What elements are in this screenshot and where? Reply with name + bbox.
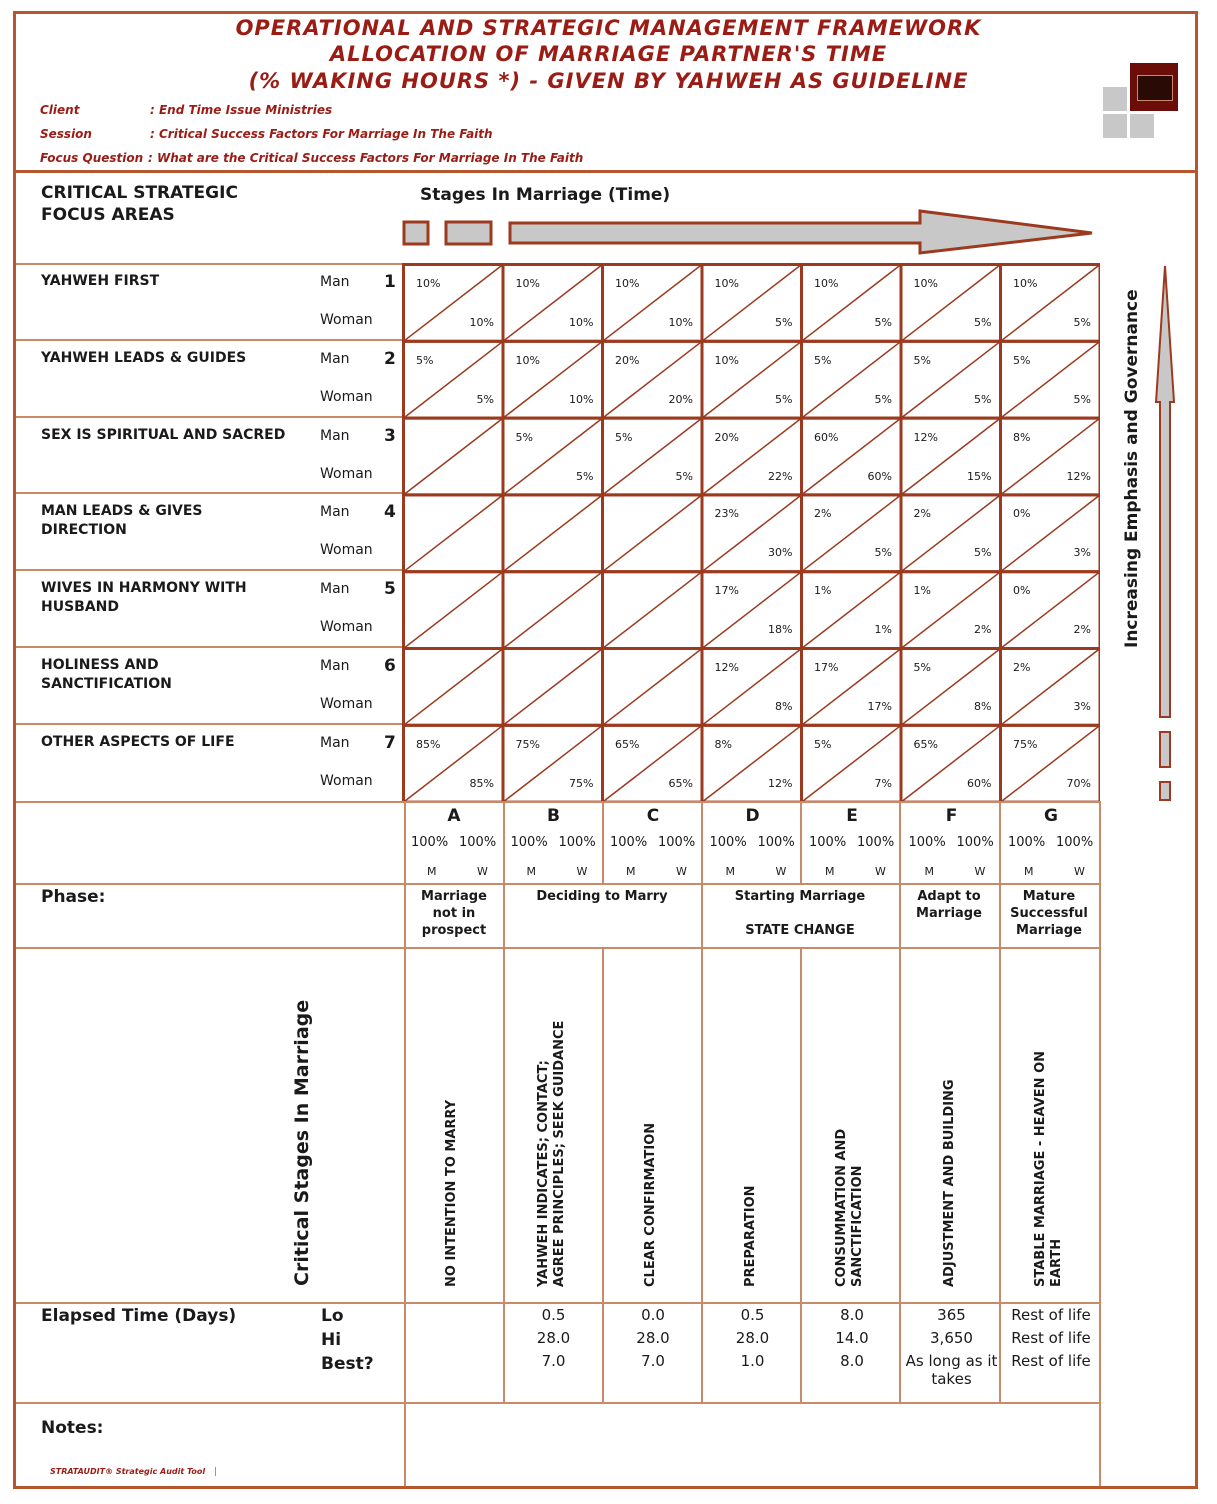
total-pct: 100% bbox=[757, 835, 795, 850]
focus-area-label: WIVES IN HARMONY WITH HUSBAND bbox=[41, 580, 247, 616]
total-pct: 100% bbox=[411, 835, 449, 850]
man-short: M bbox=[825, 865, 835, 878]
woman-short: W bbox=[875, 865, 886, 878]
man-pct: 20% bbox=[615, 353, 640, 367]
man-pct: 0% bbox=[1013, 507, 1031, 521]
man-short: M bbox=[924, 865, 934, 878]
woman-pct: 85% bbox=[469, 776, 494, 790]
woman-label: Woman bbox=[320, 312, 373, 328]
session-value: : Critical Success Factors For Marriage In The Faith bbox=[150, 127, 493, 141]
man-label: Man bbox=[320, 734, 350, 751]
row-number: 4 bbox=[384, 502, 396, 523]
stage-label: STABLE MARRIAGE - HEAVEN ON EARTH bbox=[1033, 1050, 1064, 1287]
man-label: Man bbox=[320, 658, 350, 674]
elapsed-best-value: 7.0 bbox=[541, 1352, 566, 1370]
woman-pct: 15% bbox=[967, 469, 992, 483]
stage-label: NO INTENTION TO MARRY bbox=[444, 1099, 459, 1287]
elapsed-best-value: 8.0 bbox=[840, 1352, 864, 1370]
row-number: 6 bbox=[384, 656, 396, 676]
woman-pct: 10% bbox=[469, 316, 494, 329]
woman-pct: 5% bbox=[576, 469, 594, 483]
man-pct: 85% bbox=[416, 737, 441, 751]
elapsed-lo-value: Rest of life bbox=[1011, 1306, 1091, 1324]
title-line-1: OPERATIONAL AND STRATEGIC MANAGEMENT FRAMEWORK bbox=[235, 16, 982, 40]
woman-pct: 5% bbox=[775, 316, 793, 329]
total-pct: 100% bbox=[908, 835, 946, 850]
elapsed-best-value: 7.0 bbox=[641, 1352, 665, 1370]
total-pct: 100% bbox=[658, 835, 696, 850]
man-pct: 75% bbox=[1013, 737, 1038, 751]
elapsed-lo-value: 365 bbox=[937, 1306, 966, 1324]
elapsed-hi-value: 28.0 bbox=[636, 1329, 670, 1347]
woman-pct: 3% bbox=[1073, 546, 1091, 560]
man-pct: 75% bbox=[515, 737, 540, 751]
client-label: Client bbox=[40, 103, 80, 117]
woman-pct: 2% bbox=[1073, 623, 1091, 637]
man-pct: 2% bbox=[1013, 661, 1031, 674]
stage-label: YAHWEH INDICATES; CONTACT; AGREE PRINCIPLES; SEEK GUIDANCE bbox=[535, 1020, 567, 1287]
man-pct: 23% bbox=[714, 507, 739, 521]
focus-areas-heading: CRITICAL STRATEGIC FOCUS AREAS bbox=[41, 183, 238, 225]
man-pct: 8% bbox=[714, 737, 732, 751]
woman-pct: 5% bbox=[675, 469, 693, 483]
column-header: F bbox=[945, 806, 958, 826]
man-pct: 17% bbox=[714, 584, 739, 598]
phase-adapt-to-marriage: Adapt to Marriage bbox=[916, 889, 982, 921]
phase-starting-marriage: Starting Marriage STATE CHANGE bbox=[734, 889, 866, 938]
logo-icon bbox=[1103, 63, 1183, 139]
man-pct: 10% bbox=[515, 277, 540, 290]
man-pct: 5% bbox=[913, 661, 931, 674]
man-pct: 65% bbox=[913, 737, 938, 751]
man-pct: 5% bbox=[615, 430, 633, 444]
man-short: M bbox=[725, 865, 735, 878]
title-line-2: ALLOCATION OF MARRIAGE PARTNER'S TIME bbox=[329, 42, 888, 66]
total-pct: 100% bbox=[610, 835, 648, 850]
woman-pct: 8% bbox=[775, 700, 793, 713]
elapsed-hi-value: 3,650 bbox=[930, 1329, 973, 1347]
elapsed-lo-value: 8.0 bbox=[840, 1306, 864, 1324]
woman-pct: 3% bbox=[1073, 700, 1091, 713]
emphasis-label: Increasing Emphasis and Governance bbox=[1122, 289, 1142, 648]
woman-pct: 7% bbox=[874, 776, 892, 790]
woman-pct: 1% bbox=[874, 623, 892, 637]
column-header: A bbox=[447, 806, 461, 826]
woman-label: Woman bbox=[320, 772, 373, 789]
elapsed-hi-value: 28.0 bbox=[735, 1329, 770, 1347]
stage-label: ADJUSTMENT AND BUILDING bbox=[941, 1079, 957, 1287]
woman-pct: 5% bbox=[1073, 316, 1091, 329]
best-label: Best? bbox=[321, 1354, 374, 1374]
stages-heading: Stages In Marriage (Time) bbox=[420, 185, 671, 205]
woman-pct: 22% bbox=[768, 469, 793, 483]
woman-label: Woman bbox=[320, 542, 373, 559]
woman-pct: 10% bbox=[569, 392, 594, 406]
man-pct: 5% bbox=[814, 737, 832, 751]
woman-pct: 5% bbox=[874, 316, 892, 329]
focus-area-label: HOLINESS AND SANCTIFICATION bbox=[41, 657, 172, 692]
total-pct: 100% bbox=[1056, 835, 1094, 850]
elapsed-label: Elapsed Time (Days) bbox=[41, 1306, 237, 1326]
allocation-grid bbox=[402, 263, 1100, 803]
focus-area-label: SEX IS SPIRITUAL AND SACRED bbox=[41, 426, 286, 443]
woman-pct: 17% bbox=[867, 700, 892, 713]
row-number: 2 bbox=[384, 348, 396, 369]
column-header: C bbox=[646, 806, 660, 826]
woman-label: Woman bbox=[320, 619, 373, 636]
man-short: M bbox=[626, 865, 636, 878]
footer-brand: STRATAUDIT® Strategic Audit Tool bbox=[50, 1467, 216, 1476]
woman-short: W bbox=[775, 865, 787, 878]
man-label: Man bbox=[320, 274, 350, 290]
woman-pct: 5% bbox=[874, 546, 892, 560]
man-pct: 12% bbox=[714, 661, 739, 674]
woman-pct: 12% bbox=[1066, 469, 1091, 483]
focus-area-label: MAN LEADS & GIVES DIRECTION bbox=[41, 503, 203, 539]
total-pct: 100% bbox=[956, 835, 994, 850]
woman-pct: 60% bbox=[967, 776, 992, 790]
title-line-3: (% WAKING HOURS *) - GIVEN BY YAHWEH AS GUIDELINE bbox=[248, 69, 969, 93]
woman-label: Woman bbox=[320, 696, 373, 712]
man-pct: 1% bbox=[814, 584, 832, 598]
elapsed-hi-value: Rest of life bbox=[1011, 1329, 1091, 1347]
stage-label: PREPARATION bbox=[742, 1185, 758, 1287]
elapsed-lo-value: 0.5 bbox=[740, 1306, 765, 1324]
man-pct: 10% bbox=[714, 353, 739, 367]
man-pct: 5% bbox=[814, 353, 832, 367]
hi-label: Hi bbox=[321, 1330, 342, 1350]
elapsed-best-value: Rest of life bbox=[1011, 1352, 1091, 1370]
man-pct: 65% bbox=[615, 737, 640, 751]
row-number: 3 bbox=[384, 425, 396, 446]
man-label: Man bbox=[320, 504, 350, 521]
total-pct: 100% bbox=[1008, 835, 1046, 850]
woman-pct: 65% bbox=[668, 776, 693, 790]
emphasis-arrow-icon bbox=[1150, 262, 1180, 807]
column-header: D bbox=[745, 806, 760, 826]
man-pct: 8% bbox=[1013, 430, 1031, 444]
man-pct: 0% bbox=[1013, 584, 1031, 598]
man-pct: 2% bbox=[814, 507, 832, 521]
woman-pct: 18% bbox=[768, 623, 793, 637]
man-short: M bbox=[526, 865, 536, 878]
man-short: M bbox=[427, 865, 437, 878]
column-header: B bbox=[547, 806, 560, 826]
man-pct: 2% bbox=[913, 507, 931, 521]
elapsed-hi-value: 28.0 bbox=[536, 1329, 571, 1347]
woman-pct: 5% bbox=[974, 546, 992, 560]
focus-area-label: YAHWEH LEADS & GUIDES bbox=[41, 349, 247, 366]
man-pct: 5% bbox=[416, 353, 434, 367]
total-pct: 100% bbox=[857, 835, 895, 850]
elapsed-hi-value: 14.0 bbox=[835, 1329, 869, 1347]
woman-pct: 12% bbox=[768, 776, 793, 790]
total-pct: 100% bbox=[809, 835, 847, 850]
man-pct: 10% bbox=[1013, 277, 1038, 290]
header-divider bbox=[13, 170, 1198, 173]
phase-label: Phase: bbox=[41, 887, 106, 907]
client-value: : End Time Issue Ministries bbox=[150, 103, 333, 117]
total-pct: 100% bbox=[558, 835, 596, 850]
phase-deciding-to-marry: Deciding to Marry bbox=[536, 889, 668, 904]
woman-pct: 5% bbox=[775, 392, 793, 406]
row-number: 7 bbox=[384, 732, 396, 753]
column-header: G bbox=[1044, 806, 1058, 826]
woman-pct: 2% bbox=[974, 623, 992, 637]
session-label: Session bbox=[40, 127, 92, 141]
man-pct: 12% bbox=[913, 430, 938, 444]
woman-pct: 5% bbox=[1073, 392, 1091, 406]
focus-label: Focus Question bbox=[40, 151, 144, 165]
woman-pct: 5% bbox=[974, 316, 992, 329]
woman-pct: 8% bbox=[974, 700, 992, 713]
woman-label: Woman bbox=[320, 388, 373, 405]
man-pct: 5% bbox=[515, 430, 533, 444]
woman-short: W bbox=[477, 865, 488, 878]
woman-label: Woman bbox=[320, 465, 373, 482]
stage-label: CONSUMMATION AND SANCTIFICATION bbox=[834, 1128, 865, 1287]
man-pct: 17% bbox=[814, 661, 839, 674]
woman-pct: 20% bbox=[668, 392, 693, 406]
elapsed-lo-value: 0.0 bbox=[641, 1306, 665, 1324]
man-pct: 1% bbox=[913, 584, 931, 598]
woman-short: W bbox=[1074, 865, 1085, 878]
woman-pct: 60% bbox=[867, 469, 892, 483]
man-pct: 10% bbox=[913, 277, 938, 290]
man-short: M bbox=[1024, 865, 1034, 878]
woman-short: W bbox=[974, 865, 986, 878]
woman-pct: 30% bbox=[768, 546, 793, 560]
critical-stages-label: Critical Stages In Marriage bbox=[291, 999, 313, 1286]
woman-short: W bbox=[676, 865, 687, 878]
elapsed-best-value: As long as it takes bbox=[905, 1352, 998, 1388]
man-pct: 10% bbox=[714, 277, 739, 290]
focus-area-label: YAHWEH FIRST bbox=[41, 273, 160, 289]
man-pct: 5% bbox=[1013, 353, 1031, 367]
woman-short: W bbox=[576, 865, 588, 878]
woman-pct: 5% bbox=[874, 392, 892, 406]
woman-pct: 75% bbox=[569, 776, 594, 790]
column-header: E bbox=[846, 806, 858, 826]
grid-top-line bbox=[16, 263, 402, 265]
woman-pct: 10% bbox=[668, 316, 693, 329]
woman-pct: 5% bbox=[974, 392, 992, 406]
elapsed-lo-value: 0.5 bbox=[541, 1306, 566, 1324]
elapsed-best-value: 1.0 bbox=[740, 1352, 765, 1370]
man-pct: 60% bbox=[814, 430, 839, 444]
man-pct: 10% bbox=[814, 277, 839, 290]
man-pct: 5% bbox=[913, 353, 931, 367]
woman-pct: 70% bbox=[1066, 776, 1091, 790]
man-pct: 20% bbox=[714, 430, 739, 444]
total-pct: 100% bbox=[709, 835, 747, 850]
man-label: Man bbox=[320, 350, 350, 367]
man-label: Man bbox=[320, 427, 350, 444]
stages-arrow-icon bbox=[400, 205, 1100, 255]
woman-pct: 10% bbox=[569, 316, 594, 329]
man-pct: 10% bbox=[416, 277, 441, 290]
man-pct: 10% bbox=[615, 277, 640, 290]
focus-area-label: OTHER ASPECTS OF LIFE bbox=[41, 733, 235, 750]
focus-value: : What are the Critical Success Factors For Marriage In The Faith bbox=[148, 151, 584, 165]
total-pct: 100% bbox=[510, 835, 548, 850]
row-number: 1 bbox=[384, 272, 396, 292]
man-label: Man bbox=[320, 581, 350, 598]
stage-label: CLEAR CONFIRMATION bbox=[643, 1122, 658, 1287]
phase-mature-successful-marriage: Mature Successful Marriage bbox=[1010, 889, 1088, 938]
total-pct: 100% bbox=[459, 835, 497, 850]
notes-label: Notes: bbox=[41, 1418, 104, 1438]
woman-pct: 5% bbox=[476, 392, 494, 406]
phase-marriage-not-in-prospect: Marriage not in prospect bbox=[421, 889, 487, 938]
man-pct: 10% bbox=[515, 353, 540, 367]
lo-label: Lo bbox=[321, 1306, 344, 1326]
row-number: 5 bbox=[384, 579, 396, 600]
